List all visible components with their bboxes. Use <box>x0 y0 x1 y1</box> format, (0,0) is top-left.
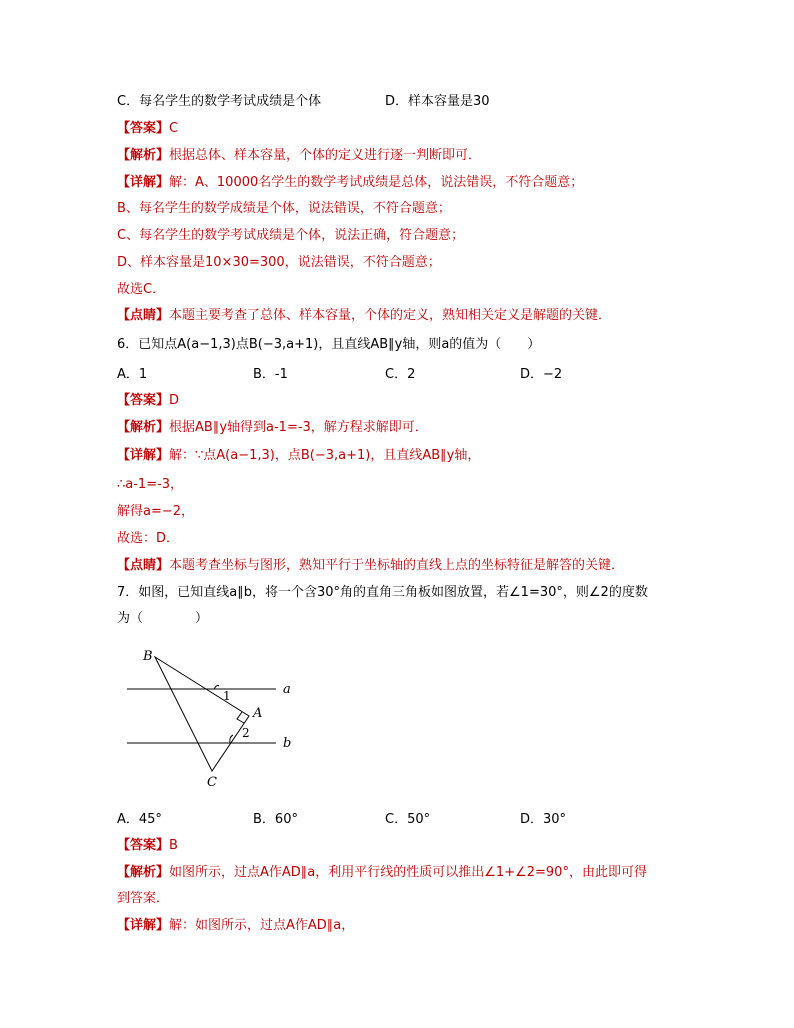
q7-analysis-line-1 <box>117 864 647 882</box>
analysis-text: 如图所示，过点A作AD∥a，利用平行线的性质可以推出∠1+∠2=90°，由此即可得 <box>169 865 647 880</box>
q5-detail-line-4: D、样本容量是10×30=300，说法错误，不符合题意； <box>117 255 441 270</box>
q5-detail-line-3: C、每名学生的数学考试成绩是个体，说法正确，符合题意； <box>117 228 465 243</box>
angle-1-arc <box>214 685 219 689</box>
q5-option-d: D．样本容量是30 <box>385 94 490 109</box>
q6-stem: 6．已知点A(a−1,3)点B(−3,a+1)，且直线AB∥y轴，则a的值为（ ） <box>117 337 541 352</box>
comment-tag: 【点睛】 <box>117 558 170 573</box>
triangle-board <box>155 657 249 771</box>
q7-option-b: B．60° <box>253 812 298 827</box>
q6-option-d: D．−2 <box>520 367 563 382</box>
label-1: 1 <box>223 689 231 703</box>
right-angle-mark <box>237 712 244 723</box>
q7-option-c: C．50° <box>385 812 431 827</box>
q6-option-b: B．-1 <box>253 367 288 382</box>
analysis-tag: 【解析】 <box>117 865 170 880</box>
analysis-tag: 【解析】 <box>117 420 170 435</box>
label-C: C <box>207 775 217 790</box>
detail-text: 解：A、10000名学生的数学考试成绩是总体，说法错误，不符合题意； <box>169 175 584 190</box>
detail-text: 解：∵点A(a−1,3)，点B(−3,a+1)，且直线AB∥y轴， <box>169 448 481 463</box>
analysis-text: 根据总体、样本容量，个体的定义进行逐一判断即可． <box>169 148 482 163</box>
detail-tag: 【详解】 <box>117 175 170 190</box>
q6-option-a: A．1 <box>117 367 148 382</box>
q7-stem-line-2: 为（ ） <box>117 611 209 626</box>
detail-tag: 【详解】 <box>117 918 170 933</box>
detail-tag: 【详解】 <box>117 448 170 463</box>
q7-answer-line <box>117 837 178 855</box>
answer-value: C <box>169 121 179 136</box>
q5-option-c: C．每名学生的数学考试成绩是个体 <box>117 94 322 109</box>
comment-text: 本题考查坐标与图形，熟知平行于坐标轴的直线上点的坐标特征是解答的关键． <box>169 558 625 573</box>
label-A: A <box>253 706 263 721</box>
comment-text: 本题主要考查了总体、样本容量，个体的定义，熟知相关定义是解题的关键． <box>169 308 612 323</box>
q7-stem-line-1: 7．如图，已知直线a∥b，将一个含30°角的直角三角板如图放置，若∠1=30°，则∠2的度数 <box>117 585 648 600</box>
answer-value: D <box>169 393 180 408</box>
analysis-text: 根据AB∥y轴得到a-1=-3，解方程求解即可． <box>169 420 428 435</box>
label-B: B <box>143 649 153 664</box>
q5-detail-line-2: B、每名学生的数学成绩是个体，说法错误，不符合题意； <box>117 201 451 216</box>
answer-value: B <box>169 838 178 853</box>
analysis-tag: 【解析】 <box>117 148 170 163</box>
q6-option-c: C．2 <box>385 367 416 382</box>
label-b: b <box>283 736 292 751</box>
answer-tag: 【答案】 <box>117 121 170 136</box>
q7-option-a: A．45° <box>117 812 162 827</box>
q6-detail-line-3: 解得a=−2， <box>117 504 195 519</box>
q7-detail-line-1 <box>117 917 354 935</box>
label-2: 2 <box>242 726 250 740</box>
q5-conclusion: 故选C． <box>117 282 166 297</box>
comment-tag: 【点睛】 <box>117 308 170 323</box>
label-a: a <box>283 682 291 697</box>
detail-text: 解：如图所示，过点A作AD∥a， <box>169 918 355 933</box>
q6-conclusion: 故选：D． <box>117 531 180 546</box>
answer-tag: 【答案】 <box>117 393 170 408</box>
q7-option-d: D．30° <box>520 812 567 827</box>
q6-detail-line-2: ∴a-1=-3， <box>117 477 184 492</box>
q7-analysis-line-2: 到答案． <box>117 891 170 906</box>
answer-tag: 【答案】 <box>117 838 170 853</box>
